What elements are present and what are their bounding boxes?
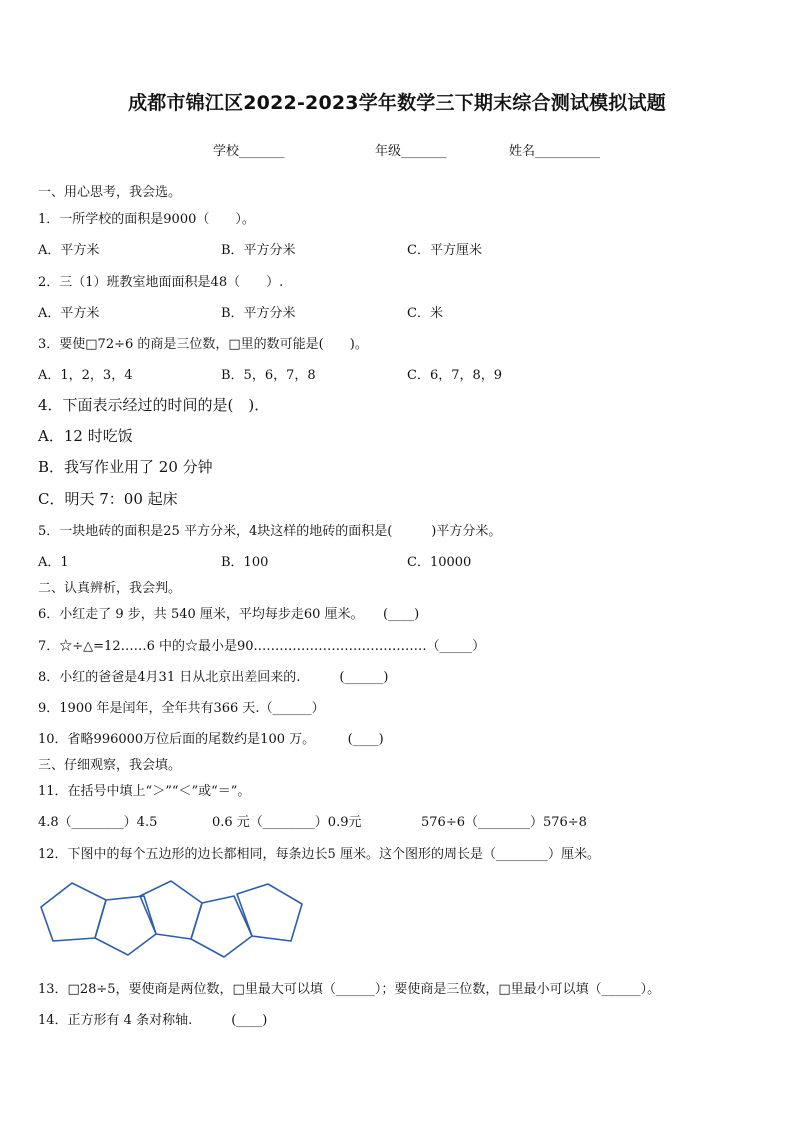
question-6: 6．小红走了 9 步，共 540 厘米，平均每步走60 厘米。 (____) bbox=[38, 607, 420, 622]
q11-blank-3[interactable]: 576÷6（________）576÷8 bbox=[421, 815, 587, 830]
q3-option-b[interactable]: B．5，6，7，8 bbox=[221, 368, 316, 383]
section-2-heading: 二、认真辨析，我会判。 bbox=[38, 581, 182, 596]
question-8: 8．小红的爸爸是4月31 日从北京出差回来的. (______) bbox=[38, 670, 389, 685]
pentagon-3 bbox=[140, 881, 202, 939]
q5-option-b[interactable]: B．100 bbox=[221, 555, 269, 570]
question-2: 2．三（1）班教室地面面积是48（ ）. bbox=[38, 275, 284, 290]
page-title: 成都市锦江区2022-2023学年数学三下期末综合测试模拟试题 bbox=[128, 92, 666, 114]
pentagon-5 bbox=[237, 884, 302, 941]
q5-option-c[interactable]: C．10000 bbox=[407, 555, 472, 570]
question-7: 7．☆÷△=12……6 中的☆最小是90.…………………………………（_____） bbox=[38, 639, 486, 654]
pentagon-chain-figure bbox=[36, 876, 308, 960]
question-9: 9．1900 年是闰年，全年共有366 天.（______） bbox=[38, 701, 325, 716]
question-1: 1．一所学校的面积是9000（ ）。 bbox=[38, 212, 255, 227]
q1-option-c[interactable]: C．平方厘米 bbox=[407, 243, 482, 258]
pentagon-4 bbox=[191, 896, 252, 957]
question-14: 14．正方形有 4 条对称轴. (____) bbox=[38, 1013, 268, 1028]
school-field[interactable]: 学校_______ bbox=[213, 144, 285, 159]
question-12: 12．下图中的每个五边形的边长都相同，每条边长5 厘米。这个图形的周长是（________）厘米。 bbox=[38, 847, 600, 862]
q3-option-a[interactable]: A．1，2，3，4 bbox=[38, 368, 133, 383]
q11-blank-2[interactable]: 0.6 元（________）0.9元 bbox=[212, 815, 362, 830]
section-3-heading: 三、仔细观察，我会填。 bbox=[38, 758, 182, 773]
name-field[interactable]: 姓名__________ bbox=[509, 144, 601, 159]
q2-option-a[interactable]: A．平方米 bbox=[38, 306, 100, 321]
question-4: 4．下面表示经过的时间的是( )． bbox=[38, 396, 270, 414]
question-13: 13．□28÷5，要使商是两位数，□里最大可以填（______）；要使商是三位数，□里最小可以填（______）。 bbox=[38, 982, 661, 997]
q2-option-c[interactable]: C．米 bbox=[407, 306, 443, 321]
q2-option-b[interactable]: B．平方分米 bbox=[221, 306, 296, 321]
question-11: 11．在括号中填上“＞”“＜”或“＝”。 bbox=[38, 784, 251, 799]
section-1-heading: 一、用心思考，我会选。 bbox=[38, 185, 182, 200]
q1-option-b[interactable]: B．平方分米 bbox=[221, 243, 296, 258]
q1-option-a[interactable]: A．平方米 bbox=[38, 243, 100, 258]
q11-blank-1[interactable]: 4.8（________）4.5 bbox=[38, 815, 158, 830]
grade-field[interactable]: 年级_______ bbox=[375, 144, 447, 159]
q5-option-a[interactable]: A．1 bbox=[38, 555, 69, 570]
q3-option-c[interactable]: C．6，7，8，9 bbox=[407, 368, 503, 383]
pentagon-2 bbox=[95, 896, 156, 955]
question-10: 10．省略996000万位后面的尾数约是100 万。 (____) bbox=[38, 732, 384, 747]
q4-option-a[interactable]: A．12 时吃饭 bbox=[38, 427, 133, 445]
question-5: 5．一块地砖的面积是25 平方分米，4块这样的地砖的面积是( )平方分米。 bbox=[38, 524, 502, 539]
question-3: 3．要使□72÷6 的商是三位数，□里的数可能是( )。 bbox=[38, 337, 368, 352]
q4-option-c[interactable]: C．明天 7：00 起床 bbox=[38, 490, 178, 508]
q4-option-b[interactable]: B．我写作业用了 20 分钟 bbox=[38, 458, 213, 476]
